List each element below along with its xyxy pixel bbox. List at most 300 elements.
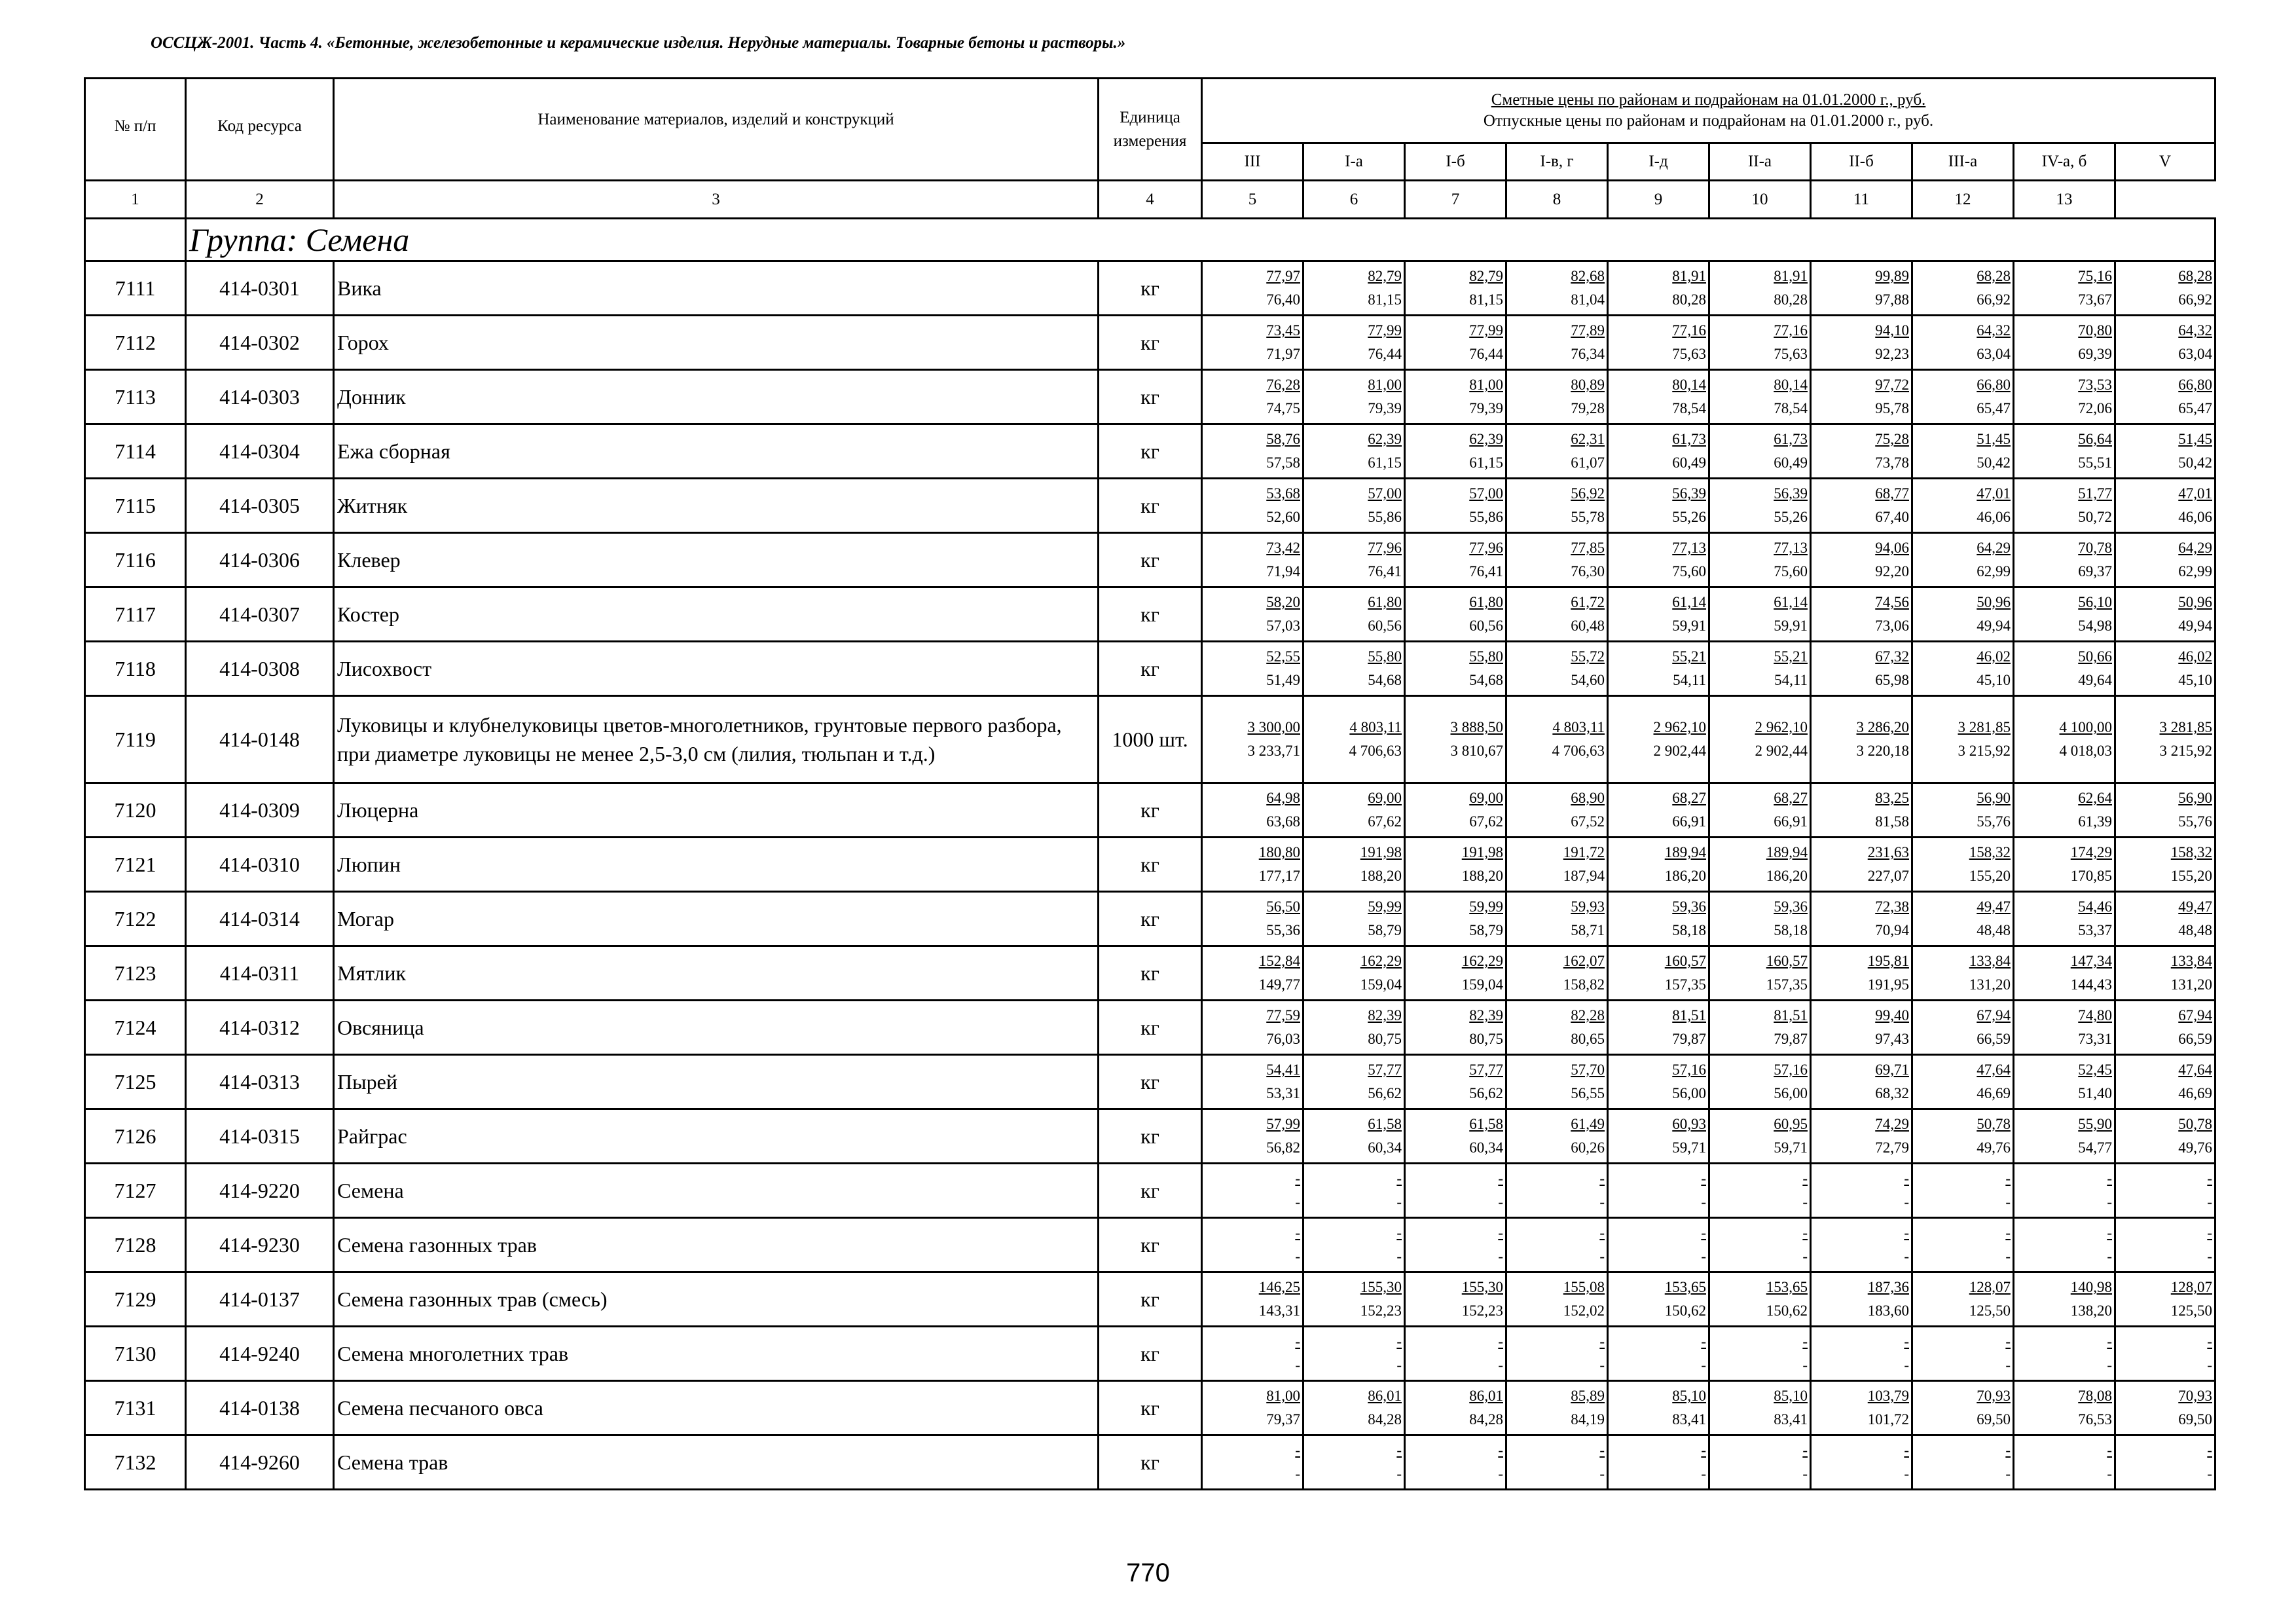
table-row xyxy=(85,1272,2215,1327)
estimate-price: 51,45 xyxy=(2178,431,2213,447)
release-price: 69,50 xyxy=(1977,1411,2011,1428)
release-price: 58,79 xyxy=(1368,922,1402,938)
price-cell xyxy=(1506,892,1608,946)
price-cell xyxy=(1303,838,1405,892)
row-number: 7123 xyxy=(85,946,186,1001)
release-price: 60,56 xyxy=(1469,618,1503,634)
estimate-price: 68,28 xyxy=(1977,268,2011,284)
release-price: 60,48 xyxy=(1571,618,1605,634)
release-price: 55,78 xyxy=(1571,509,1605,525)
material-name: Семена песчаного овса xyxy=(334,1381,1099,1435)
price-cell xyxy=(1811,1109,1912,1164)
estimate-price: 189,94 xyxy=(1766,844,1808,860)
release-price: - xyxy=(1599,1194,1605,1210)
release-price: 183,60 xyxy=(1867,1302,1909,1319)
release-price: 51,40 xyxy=(2078,1085,2112,1101)
estimate-price: 56,10 xyxy=(2078,594,2112,610)
release-price: 68,32 xyxy=(1875,1085,1909,1101)
estimate-price: - xyxy=(2207,1333,2213,1350)
column-number: 3 xyxy=(334,181,1099,219)
release-price: 66,92 xyxy=(1977,291,2011,308)
release-price: 125,50 xyxy=(2170,1302,2213,1319)
price-cell xyxy=(2115,1327,2215,1381)
material-name: Семена газонных трав xyxy=(334,1218,1099,1272)
estimate-price: 85,10 xyxy=(1672,1388,1706,1404)
release-price: - xyxy=(2005,1357,2011,1373)
price-cell xyxy=(1912,587,2014,642)
price-cell xyxy=(2014,1327,2115,1381)
material-name: Луковицы и клубнелуковицы цветов-многолетников, грунтовые первого разбора, при диаметре луковицы не менее 2,5-3,0 см (лилия, тюльпан и т.д.) xyxy=(334,696,1099,783)
release-price: 76,40 xyxy=(1266,291,1300,308)
price-cell xyxy=(1608,1109,1709,1164)
estimate-price: 81,00 xyxy=(1266,1388,1300,1404)
estimate-price: 180,80 xyxy=(1258,844,1300,860)
release-price: 138,20 xyxy=(2070,1302,2112,1319)
estimate-price: 50,96 xyxy=(2178,594,2213,610)
table-row xyxy=(85,1381,2215,1435)
estimate-price: 158,32 xyxy=(1969,844,2011,860)
estimate-price: 155,30 xyxy=(1360,1279,1402,1295)
price-cell xyxy=(1811,1327,1912,1381)
price-cell xyxy=(1912,1272,2014,1327)
estimate-price: 97,72 xyxy=(1875,377,1909,393)
price-cell xyxy=(1405,1055,1506,1109)
release-price: 152,02 xyxy=(1563,1302,1605,1319)
release-price: 60,26 xyxy=(1571,1139,1605,1156)
estimate-price: 78,08 xyxy=(2078,1388,2112,1404)
estimate-price: 81,00 xyxy=(1469,377,1503,393)
price-cell xyxy=(2115,533,2215,587)
estimate-price: 77,99 xyxy=(1469,322,1503,339)
price-cell xyxy=(1709,1164,1811,1218)
table-row xyxy=(85,838,2215,892)
price-cell xyxy=(1608,696,1709,783)
measure-unit: кг xyxy=(1099,1218,1202,1272)
price-cell xyxy=(1303,1001,1405,1055)
estimate-price: - xyxy=(1599,1225,1605,1241)
release-price: - xyxy=(1396,1248,1402,1264)
price-cell xyxy=(1608,1272,1709,1327)
estimate-price: 68,77 xyxy=(1875,485,1909,502)
estimate-price: 61,80 xyxy=(1469,594,1503,610)
measure-unit: кг xyxy=(1099,1272,1202,1327)
measure-unit: кг xyxy=(1099,587,1202,642)
price-cell xyxy=(1303,946,1405,1001)
resource-code: 414-0311 xyxy=(186,946,334,1001)
resource-code: 414-0310 xyxy=(186,838,334,892)
region-header: I-д xyxy=(1608,143,1709,181)
estimate-price: - xyxy=(1701,1442,1706,1458)
estimate-price: - xyxy=(1599,1442,1605,1458)
release-price: 58,18 xyxy=(1672,922,1706,938)
release-price: 80,28 xyxy=(1774,291,1808,308)
release-price: 50,72 xyxy=(2078,509,2112,525)
estimate-price: - xyxy=(1295,1333,1300,1350)
price-cell xyxy=(1202,642,1303,696)
estimate-price: 74,29 xyxy=(1875,1116,1909,1132)
header-estimate-prices: Сметные цены по районам и подрайонам на 01.01.2000 г., руб. xyxy=(1491,91,1926,109)
price-cell xyxy=(2115,1055,2215,1109)
price-cell xyxy=(1506,1435,1608,1490)
estimate-price: 81,51 xyxy=(1672,1007,1706,1024)
price-cell xyxy=(1811,424,1912,479)
price-cell xyxy=(1709,1272,1811,1327)
estimate-price: 162,29 xyxy=(1360,953,1402,969)
estimate-price: 61,73 xyxy=(1672,431,1706,447)
estimate-price: 55,90 xyxy=(2078,1116,2112,1132)
release-price: 3 220,18 xyxy=(1856,743,1909,759)
estimate-price: 158,32 xyxy=(2170,844,2213,860)
measure-unit: 1000 шт. xyxy=(1099,696,1202,783)
estimate-price: - xyxy=(2107,1442,2112,1458)
price-cell xyxy=(1405,1327,1506,1381)
release-price: 158,82 xyxy=(1563,976,1605,993)
estimate-price: - xyxy=(1396,1442,1402,1458)
price-cell xyxy=(1811,892,1912,946)
release-price: 159,04 xyxy=(1461,976,1503,993)
release-price: - xyxy=(2005,1194,2011,1210)
release-price: 60,49 xyxy=(1672,454,1706,471)
release-price: 101,72 xyxy=(1867,1411,1909,1428)
price-cell xyxy=(1506,783,1608,838)
release-price: 58,18 xyxy=(1774,922,1808,938)
release-price: 187,94 xyxy=(1563,868,1605,884)
price-cell xyxy=(1303,1435,1405,1490)
price-cell xyxy=(1506,370,1608,424)
column-number: 9 xyxy=(1608,181,1709,219)
price-cell xyxy=(1202,1272,1303,1327)
release-price: 49,76 xyxy=(1977,1139,2011,1156)
release-price: 69,37 xyxy=(2078,563,2112,580)
estimate-price: 77,85 xyxy=(1571,540,1605,556)
price-cell xyxy=(2115,370,2215,424)
resource-code: 414-0307 xyxy=(186,587,334,642)
price-cell xyxy=(1405,1381,1506,1435)
price-cell xyxy=(2014,316,2115,370)
resource-code: 414-0304 xyxy=(186,424,334,479)
price-cell xyxy=(1709,1001,1811,1055)
estimate-price: 73,45 xyxy=(1266,322,1300,339)
price-cell xyxy=(1202,261,1303,316)
estimate-price: - xyxy=(1295,1225,1300,1241)
release-price: 55,86 xyxy=(1469,509,1503,525)
estimate-price: 155,30 xyxy=(1461,1279,1503,1295)
price-cell xyxy=(1303,370,1405,424)
release-price: - xyxy=(2207,1248,2213,1264)
release-price: 62,99 xyxy=(1977,563,2011,580)
column-number: 7 xyxy=(1405,181,1506,219)
estimate-price: 73,53 xyxy=(2078,377,2112,393)
estimate-price: 77,16 xyxy=(1774,322,1808,339)
estimate-price: 77,96 xyxy=(1469,540,1503,556)
price-cell xyxy=(1303,1164,1405,1218)
release-price: 81,15 xyxy=(1469,291,1503,308)
price-cell xyxy=(1709,261,1811,316)
price-cell xyxy=(1506,1272,1608,1327)
estimate-price: - xyxy=(2005,1442,2011,1458)
release-price: 76,44 xyxy=(1469,346,1503,362)
release-price: 46,69 xyxy=(2178,1085,2213,1101)
estimate-price: - xyxy=(1701,1333,1706,1350)
price-cell xyxy=(1709,587,1811,642)
price-cell xyxy=(1912,642,2014,696)
release-price: 157,35 xyxy=(1766,976,1808,993)
release-price: 58,79 xyxy=(1469,922,1503,938)
price-cell xyxy=(1709,838,1811,892)
release-price: 143,31 xyxy=(1258,1302,1300,1319)
price-cell xyxy=(1912,370,2014,424)
resource-code: 414-0309 xyxy=(186,783,334,838)
price-cell xyxy=(1811,1272,1912,1327)
estimate-price: - xyxy=(1396,1225,1402,1241)
estimate-price: 133,84 xyxy=(1969,953,2011,969)
table-row xyxy=(85,370,2215,424)
release-price: 144,43 xyxy=(2070,976,2112,993)
estimate-price: - xyxy=(1498,1170,1503,1187)
release-price: - xyxy=(2107,1248,2112,1264)
price-cell xyxy=(2014,783,2115,838)
release-price: 66,92 xyxy=(2178,291,2213,308)
release-price: 55,36 xyxy=(1266,922,1300,938)
release-price: 79,28 xyxy=(1571,400,1605,416)
release-price: 65,47 xyxy=(1977,400,2011,416)
price-cell xyxy=(2014,370,2115,424)
group-title: Группа: Семена xyxy=(186,219,1202,261)
release-price: - xyxy=(1904,1194,1909,1210)
estimate-price: - xyxy=(1295,1442,1300,1458)
release-price: 55,76 xyxy=(2178,813,2213,830)
release-price: 56,82 xyxy=(1266,1139,1300,1156)
material-name: Семена трав xyxy=(334,1435,1099,1490)
estimate-price: 81,91 xyxy=(1774,268,1808,284)
measure-unit: кг xyxy=(1099,479,1202,533)
price-cell xyxy=(1506,1109,1608,1164)
price-cell xyxy=(1405,696,1506,783)
price-cell xyxy=(1811,479,1912,533)
price-cell xyxy=(1811,1381,1912,1435)
estimate-price: 53,68 xyxy=(1266,485,1300,502)
measure-unit: кг xyxy=(1099,1435,1202,1490)
estimate-price: 70,78 xyxy=(2078,540,2112,556)
estimate-price: 61,80 xyxy=(1368,594,1402,610)
price-cell xyxy=(1608,533,1709,587)
price-cell xyxy=(1202,316,1303,370)
release-price: 149,77 xyxy=(1258,976,1300,993)
price-cell xyxy=(2014,479,2115,533)
row-number: 7113 xyxy=(85,370,186,424)
estimate-price: - xyxy=(1599,1333,1605,1350)
estimate-price: 57,70 xyxy=(1571,1061,1605,1078)
estimate-price: 155,08 xyxy=(1563,1279,1605,1295)
price-cell xyxy=(1303,424,1405,479)
price-cell xyxy=(1608,424,1709,479)
price-cell xyxy=(1303,587,1405,642)
price-cell xyxy=(1912,946,2014,1001)
release-price: 56,62 xyxy=(1368,1085,1402,1101)
estimate-price: 133,84 xyxy=(2170,953,2213,969)
price-cell xyxy=(1709,316,1811,370)
group-row xyxy=(85,219,2215,261)
column-number: 13 xyxy=(2014,181,2115,219)
release-price: - xyxy=(1599,1466,1605,1482)
estimate-price: 57,99 xyxy=(1266,1116,1300,1132)
estimate-price: 69,00 xyxy=(1469,790,1503,806)
price-cell xyxy=(2115,783,2215,838)
price-cell xyxy=(1405,783,1506,838)
estimate-price: 94,06 xyxy=(1875,540,1909,556)
price-cell xyxy=(1405,587,1506,642)
estimate-price: 69,71 xyxy=(1875,1061,1909,1078)
release-price: 54,68 xyxy=(1469,672,1503,688)
estimate-price: 128,07 xyxy=(2170,1279,2213,1295)
price-cell xyxy=(1202,533,1303,587)
estimate-price: 61,58 xyxy=(1368,1116,1402,1132)
estimate-price: 64,29 xyxy=(2178,540,2213,556)
release-price: - xyxy=(1396,1357,1402,1373)
estimate-price: 59,99 xyxy=(1368,898,1402,915)
price-cell xyxy=(2014,892,2115,946)
estimate-price: 80,89 xyxy=(1571,377,1605,393)
estimate-price: 54,46 xyxy=(2078,898,2112,915)
release-price: 52,60 xyxy=(1266,509,1300,525)
price-cell xyxy=(2115,696,2215,783)
release-price: 57,58 xyxy=(1266,454,1300,471)
price-cell xyxy=(1811,587,1912,642)
release-price: 66,91 xyxy=(1672,813,1706,830)
price-cell xyxy=(1709,1327,1811,1381)
estimate-price: 85,10 xyxy=(1774,1388,1808,1404)
price-cell xyxy=(2115,892,2215,946)
estimate-price: 64,32 xyxy=(2178,322,2213,339)
table-row xyxy=(85,892,2215,946)
estimate-price: 62,64 xyxy=(2078,790,2112,806)
group-row-fill xyxy=(1202,219,2215,261)
table-row xyxy=(85,696,2215,783)
price-cell xyxy=(1608,838,1709,892)
price-cell xyxy=(2014,424,2115,479)
estimate-price: 146,25 xyxy=(1258,1279,1300,1295)
estimate-price: - xyxy=(2005,1333,2011,1350)
estimate-price: 57,77 xyxy=(1368,1061,1402,1078)
release-price: 61,15 xyxy=(1469,454,1503,471)
release-price: 55,26 xyxy=(1774,509,1808,525)
price-cell xyxy=(1912,261,2014,316)
release-price: 54,11 xyxy=(1673,672,1706,688)
estimate-price: 140,98 xyxy=(2070,1279,2112,1295)
estimate-price: 74,56 xyxy=(1875,594,1909,610)
release-price: - xyxy=(1396,1194,1402,1210)
table-row xyxy=(85,424,2215,479)
estimate-price: 55,21 xyxy=(1774,648,1808,665)
estimate-price: 64,29 xyxy=(1977,540,2011,556)
resource-code: 414-0313 xyxy=(186,1055,334,1109)
measure-unit: кг xyxy=(1099,783,1202,838)
release-price: 81,58 xyxy=(1875,813,1909,830)
price-cell xyxy=(1811,533,1912,587)
estimate-price: 81,51 xyxy=(1774,1007,1808,1024)
measure-unit: кг xyxy=(1099,642,1202,696)
release-price: 79,39 xyxy=(1368,400,1402,416)
release-price: 78,54 xyxy=(1774,400,1808,416)
release-price: 70,94 xyxy=(1875,922,1909,938)
release-price: 59,91 xyxy=(1672,618,1706,634)
price-cell xyxy=(1608,1055,1709,1109)
price-cell xyxy=(1912,1381,2014,1435)
release-price: - xyxy=(1498,1194,1503,1210)
price-cell xyxy=(1202,1109,1303,1164)
release-price: 56,62 xyxy=(1469,1085,1503,1101)
price-cell xyxy=(1709,533,1811,587)
price-cell xyxy=(1912,479,2014,533)
release-price: 56,00 xyxy=(1672,1085,1706,1101)
estimate-price: - xyxy=(1498,1225,1503,1241)
row-number: 7117 xyxy=(85,587,186,642)
material-name: Люцерна xyxy=(334,783,1099,838)
release-price: 186,20 xyxy=(1664,868,1706,884)
column-number: 2 xyxy=(186,181,334,219)
estimate-price: 47,01 xyxy=(2178,485,2213,502)
price-cell xyxy=(1709,370,1811,424)
estimate-price: 56,39 xyxy=(1672,485,1706,502)
price-cell xyxy=(1202,1327,1303,1381)
price-cell xyxy=(1202,892,1303,946)
estimate-price: 2 962,10 xyxy=(1653,719,1706,735)
release-price: 188,20 xyxy=(1360,868,1402,884)
release-price: 63,68 xyxy=(1266,813,1300,830)
region-header: III xyxy=(1202,143,1303,181)
price-cell xyxy=(2115,1001,2215,1055)
estimate-price: 153,65 xyxy=(1664,1279,1706,1295)
price-cell xyxy=(1912,1001,2014,1055)
estimate-price: - xyxy=(2207,1442,2213,1458)
estimate-price: 80,14 xyxy=(1774,377,1808,393)
estimate-price: - xyxy=(1802,1225,1808,1241)
row-number: 7130 xyxy=(85,1327,186,1381)
material-name: Вика xyxy=(334,261,1099,316)
resource-code: 414-9240 xyxy=(186,1327,334,1381)
release-price: 45,10 xyxy=(2178,672,2213,688)
group-row-spacer xyxy=(85,219,186,261)
estimate-price: 67,94 xyxy=(2178,1007,2213,1024)
release-price: 60,34 xyxy=(1469,1139,1503,1156)
estimate-price: 76,28 xyxy=(1266,377,1300,393)
estimate-price: - xyxy=(2107,1333,2112,1350)
price-cell xyxy=(1709,1381,1811,1435)
price-cell xyxy=(1912,316,2014,370)
estimate-price: 66,80 xyxy=(2178,377,2213,393)
estimate-price: 3 281,85 xyxy=(2159,719,2213,735)
release-price: 76,34 xyxy=(1571,346,1605,362)
price-cell xyxy=(1506,838,1608,892)
release-price: 66,91 xyxy=(1774,813,1808,830)
release-price: 60,49 xyxy=(1774,454,1808,471)
price-cell xyxy=(1811,1218,1912,1272)
estimate-price: 147,34 xyxy=(2070,953,2112,969)
release-price: 92,20 xyxy=(1875,563,1909,580)
price-cell xyxy=(2115,1109,2215,1164)
release-price: - xyxy=(1904,1466,1909,1482)
estimate-price: - xyxy=(1701,1170,1706,1187)
estimate-price: 99,40 xyxy=(1875,1007,1909,1024)
estimate-price: 191,98 xyxy=(1461,844,1503,860)
release-price: 72,79 xyxy=(1875,1139,1909,1156)
release-price: 62,99 xyxy=(2178,563,2213,580)
release-price: 76,41 xyxy=(1469,563,1503,580)
region-header: V xyxy=(2115,143,2215,181)
release-price: 72,06 xyxy=(2078,400,2112,416)
estimate-price: 77,96 xyxy=(1368,540,1402,556)
price-cell xyxy=(2014,1001,2115,1055)
